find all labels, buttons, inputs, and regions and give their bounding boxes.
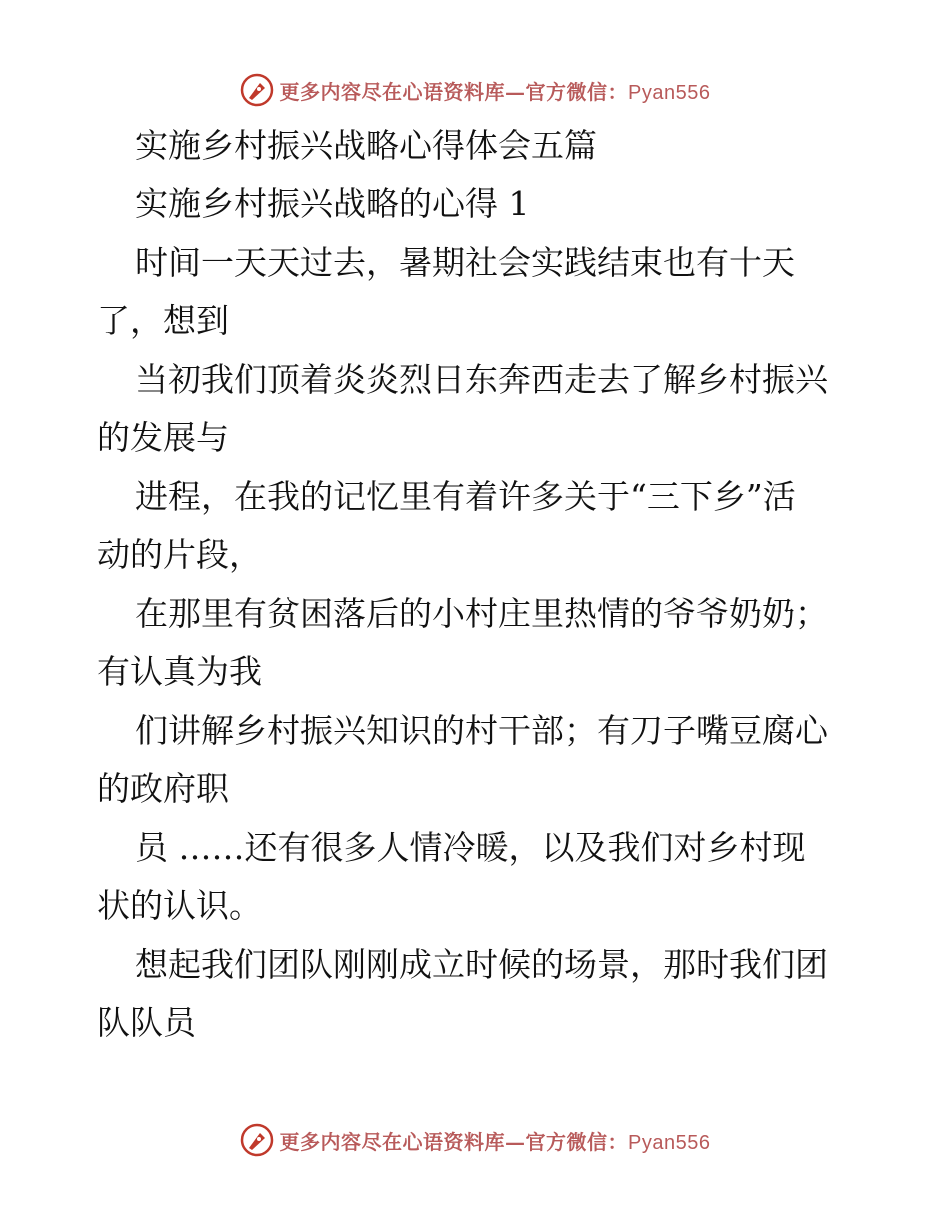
paragraph-line: 员 ……还有很多人情冷暖，以及我们对乡村现	[135, 828, 806, 867]
paragraph-line: 了，想到	[97, 301, 229, 340]
paragraph-line: 的发展与	[97, 418, 229, 457]
paragraph-line: 时间一天天过去，暑期社会实践结束也有十天	[135, 243, 795, 282]
paragraph-line: 有认真为我	[97, 652, 262, 691]
pen-nib-logo-icon	[240, 1123, 274, 1157]
paragraph-line: 在那里有贫困落后的小村庄里热情的爷爷奶奶；	[135, 594, 828, 633]
paragraph-line: 想起我们团队刚刚成立时候的场景，那时我们团	[135, 945, 828, 984]
header-watermark	[0, 70, 950, 110]
paragraph-line: 当初我们顶着炎炎烈日东奔西走去了解乡村振兴	[135, 360, 828, 399]
paragraph-line: 动的片段，	[97, 535, 262, 574]
watermark-text: 更多内容尽在心语资料库—官方微信：Pyan556	[279, 79, 711, 104]
section-heading: 实施乡村振兴战略的心得 1	[135, 184, 530, 223]
paragraph-line: 队队员	[97, 1003, 196, 1042]
document-title: 实施乡村振兴战略心得体会五篇	[135, 126, 597, 165]
footer-watermark	[0, 1120, 950, 1160]
paragraph-line: 的政府职	[97, 769, 229, 808]
paragraph-line: 进程，在我的记忆里有着许多关于“三下乡”活	[135, 477, 796, 516]
watermark-text: 更多内容尽在心语资料库—官方微信：Pyan556	[279, 1129, 711, 1154]
pen-nib-logo-icon	[240, 73, 274, 107]
paragraph-line: 们讲解乡村振兴知识的村干部；有刀子嘴豆腐心	[135, 711, 828, 750]
paragraph-line: 状的认识。	[97, 886, 262, 925]
